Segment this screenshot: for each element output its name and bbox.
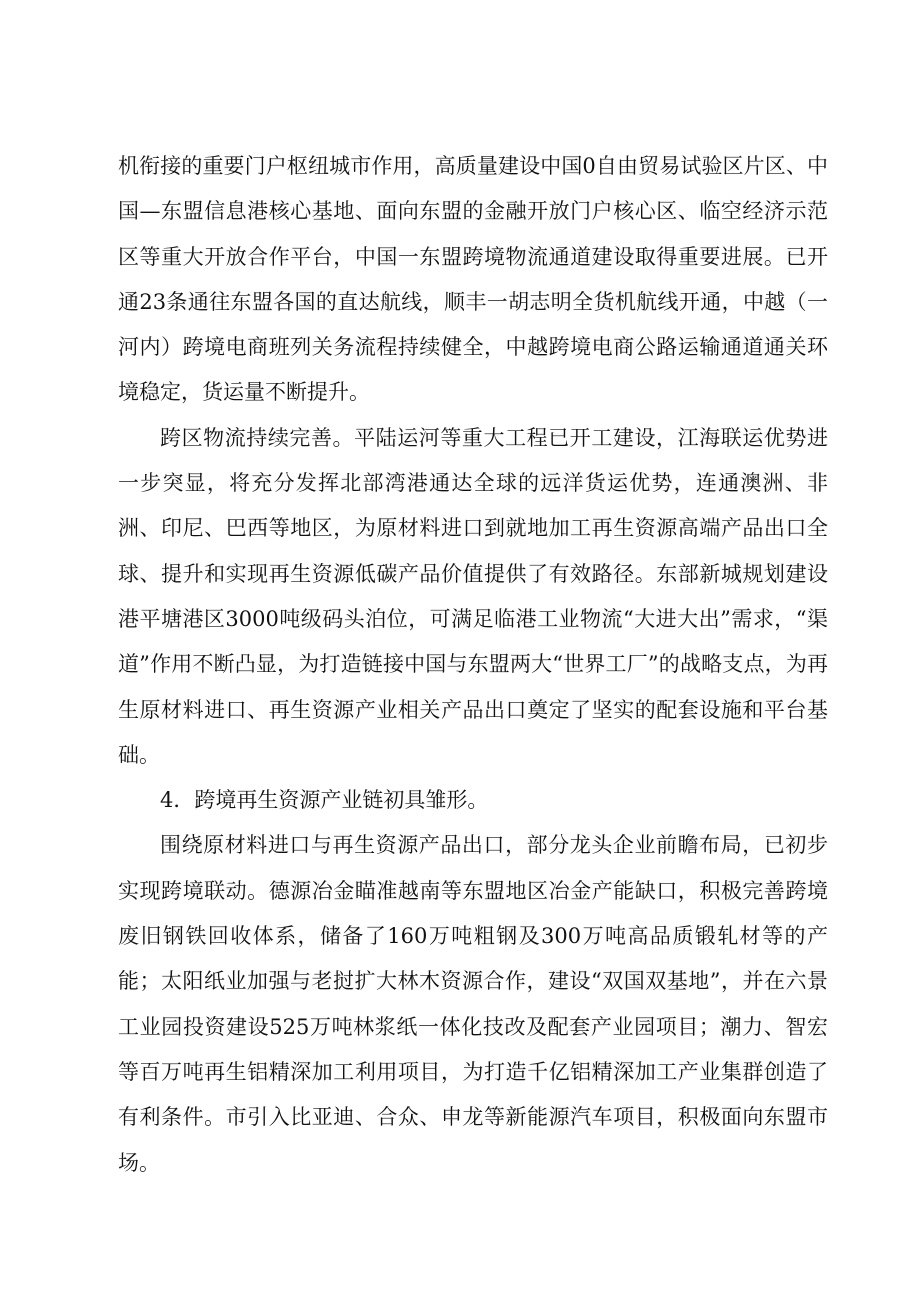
document-body <box>118 144 828 1186</box>
paragraph-continuation: 机衔接的重要门户枢纽城市作用，高质量建设中国0自由贸易试验区片区、中国—东盟信息港核心基地、面向东盟的金融开放门户核心区、临空经济示范区等重大开放合作平台，中国一东盟跨境物流通道建设取得重要进展。已开通23条通往东盟各国的直达航线，顺丰一胡志明全货机航线开通，中越（一河内）跨境电商班列关务流程持续健全，中越跨境电商公路运输通道通关环境稳定，货运量不断提升。 <box>118 154 828 405</box>
paragraph-logistics: 跨区物流持续完善。平陆运河等重大工程已开工建设，江海联运优势进一步突显，将充分发挥北部湾港通达全球的远洋货运优势，连通澳洲、非洲、印尼、巴西等地区，为原材料进口到就地加工再生资源高端产品出口全球、提升和实现再生资源低碳产品价值提供了有效路径。东部新城规划建设港平塘港区3000吨级码头泊位，可满足临港工业物流“大进大出”需求，“渠道”作用不断凸显，为打造链接中国与东盟两大“世界工厂”的战略支点，为再生原材料进口、再生资源产业相关产品出口奠定了坚实的配套设施和平台基础。 <box>118 425 828 767</box>
paragraph-industry-chain: 围绕原材料进口与再生资源产品出口，部分龙头企业前瞻布局，已初步实现跨境联动。德源冶金瞄准越南等东盟地区冶金产能缺口，积极完善跨境废旧钢铁回收体系，储备了160万吨粗钢及300万吨高品质锻轧材等的产能；太阳纸业加强与老挝扩大林木资源合作，建设“双国双基地”，并在六景工业园投资建设525万吨林浆纸一体化技改及配套产业园项目；潮力、智宏等百万吨再生铝精深加工利用项目，为打造千亿铝精深加工产业集群创造了有利条件。市引入比亚迪、合众、申龙等新能源汽车项目，积极面向东盟市场。 <box>118 833 828 1175</box>
section-heading: 4．跨境再生资源产业链初具雏形。 <box>160 788 489 813</box>
